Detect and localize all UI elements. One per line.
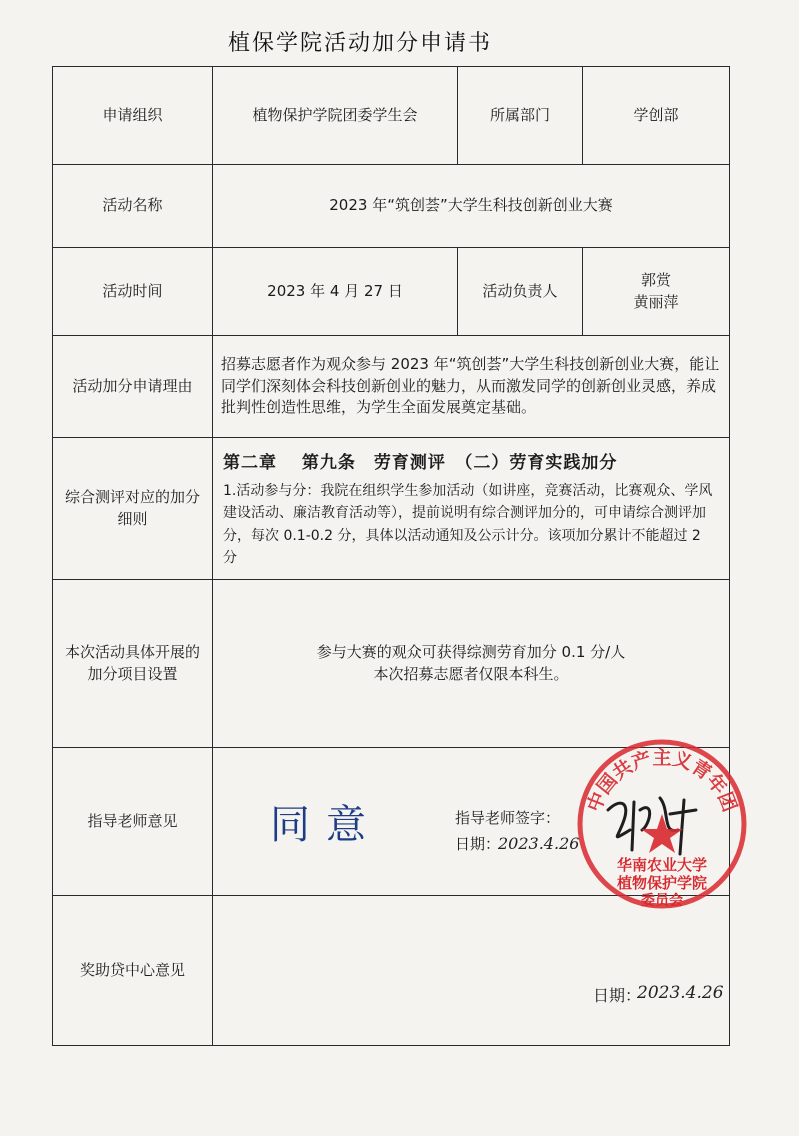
center-date: 2023.4.26 <box>637 983 724 1003</box>
dept-value: 学创部 <box>583 67 730 165</box>
row-activity-time <box>53 248 730 336</box>
activity-time-label: 活动时间 <box>53 248 213 336</box>
center-opinion-cell <box>213 896 730 1046</box>
leader-label: 活动负责人 <box>458 248 583 336</box>
stamp-line-3: 委员会 <box>641 893 683 909</box>
reason-label: 活动加分申请理由 <box>53 336 213 438</box>
rule-cell <box>213 438 730 580</box>
setting-cell <box>213 580 730 748</box>
stamp-line-2: 植物保护学院 <box>616 874 708 892</box>
org-label: 申请组织 <box>53 67 213 165</box>
teacher-label: 指导老师意见 <box>53 748 213 896</box>
center-date-label: 日期： <box>593 986 642 1005</box>
svg-text:中国共产主义青年团 <box>582 746 740 815</box>
activity-time-value: 2023 年 4 月 27 日 <box>213 248 458 336</box>
row-org <box>53 67 730 165</box>
setting-line-1: 参与大赛的观众可获得综测劳育加分 0.1 分/人 <box>316 642 626 661</box>
row-reason <box>53 336 730 438</box>
rule-chapter: 第二章 第九条 劳育测评 （二）劳育实践加分 <box>223 453 618 474</box>
activity-name-value: 2023 年“筑创荟”大学生科技创新创业大赛 <box>213 165 730 248</box>
dept-label: 所属部门 <box>458 67 583 165</box>
setting-line-2: 本次招募志愿者仅限本科生。 <box>373 664 569 683</box>
teacher-date-label: 日期： <box>455 835 501 853</box>
row-setting <box>53 580 730 748</box>
rule-label: 综合测评对应的加分细则 <box>53 438 213 580</box>
org-value: 植物保护学院团委学生会 <box>213 67 458 165</box>
row-rules <box>53 438 730 580</box>
setting-label: 本次活动具体开展的加分项目设置 <box>53 580 213 748</box>
teacher-opinion: 同意 <box>270 802 382 848</box>
org-seal-stamp <box>574 736 749 911</box>
row-activity-name <box>53 165 730 248</box>
activity-name-label: 活动名称 <box>53 165 213 248</box>
rule-text: 1.活动参与分：我院在组织学生参加活动（如讲座，竞赛活动，比赛观众、学风建设活动、廉洁教育活动等），提前说明有综合测评加分的，可申请综合测评加分，每次 0.1-0.2 分，具体以活动通知及公示计分。该项加分累计不能超过 2 分 <box>223 483 713 567</box>
row-center <box>53 896 730 1046</box>
leader-names <box>583 248 730 336</box>
stamp-outer-text: 中国共产主义青年团 <box>583 747 741 815</box>
reason-text: 招募志愿者作为观众参与 2023 年“筑创荟”大学生科技创新创业大赛，能让同学们深刻体会科技创新创业的魅力，从而激发同学的创新创业灵感，养成批判性创造性思维，为学生全面发展奠定基础。 <box>213 336 730 438</box>
teacher-date: 2023.4.26 <box>498 834 580 853</box>
leader-name-1: 郭赏 <box>640 270 671 289</box>
center-label: 奖助贷中心意见 <box>53 896 213 1046</box>
leader-name-2: 黄丽萍 <box>633 292 679 311</box>
stamp-line-1: 华南农业大学 <box>616 856 708 874</box>
form-title: 植保学院活动加分申请书 <box>227 31 492 56</box>
teacher-sign-label: 指导老师签字： <box>455 809 561 827</box>
